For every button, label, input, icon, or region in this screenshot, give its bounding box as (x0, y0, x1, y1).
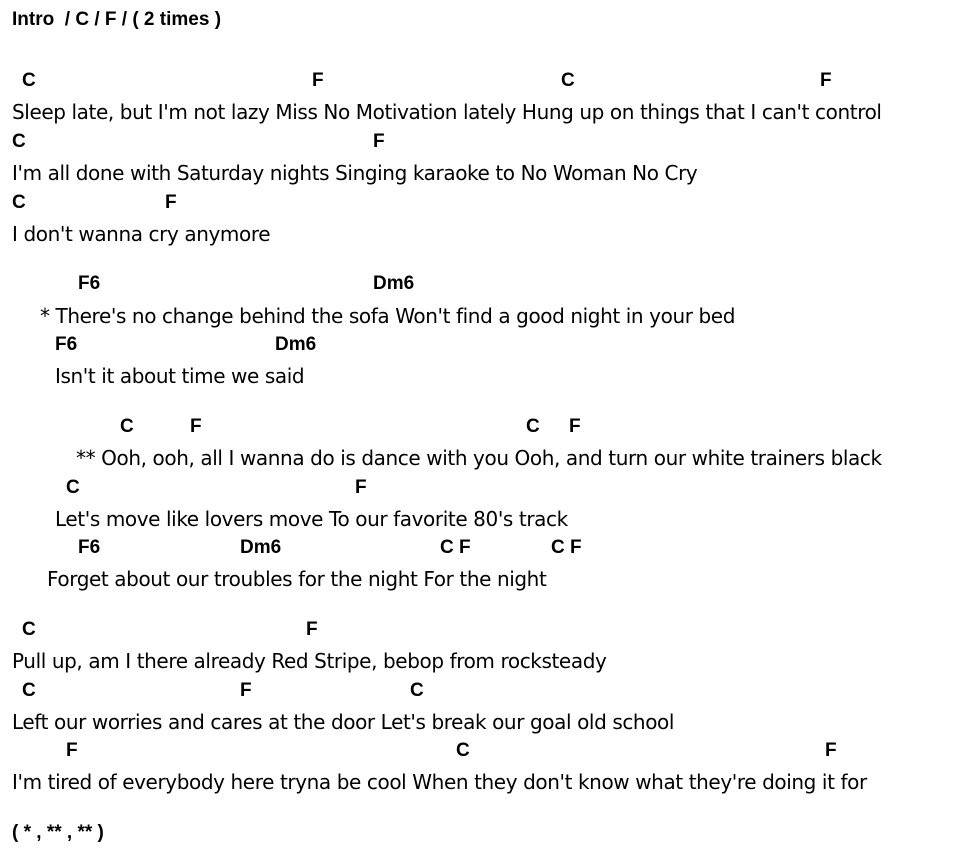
chord: C (456, 740, 470, 761)
chord: C (22, 70, 36, 91)
chord: F6 (78, 537, 101, 558)
chord: F6 (78, 273, 101, 294)
lyric-line: Left our worries and cares at the door Let's break our goal old school (12, 710, 675, 734)
chord: C (526, 416, 540, 437)
chord: F (66, 740, 78, 761)
chord: F (373, 131, 385, 152)
chord: F (820, 70, 832, 91)
chord: C (410, 680, 424, 701)
chord: F (312, 70, 324, 91)
chord: Dm6 (240, 537, 282, 558)
lyric-line: Let's move like lovers move To our favorite 80's track (55, 507, 568, 531)
lyric-line: I'm all done with Saturday nights Singing karaoke to No Woman No Cry (12, 161, 698, 185)
lyric-line: * There's no change behind the sofa Won't find a good night in your bed (40, 304, 735, 328)
lyric-line: Isn't it about time we said (55, 364, 305, 388)
chord: C (12, 192, 26, 213)
lyric-line: Forget about our troubles for the night For the night (47, 567, 547, 591)
chord: C (561, 70, 575, 91)
chord: Dm6 (373, 273, 415, 294)
chord: F (825, 740, 837, 761)
chord: C (22, 619, 36, 640)
chord: Dm6 (275, 334, 317, 355)
chord: C F (440, 537, 471, 558)
chord: C (120, 416, 134, 437)
chord: F6 (55, 334, 78, 355)
outro-line: ( * , ** , ** ) (12, 822, 104, 843)
chord: F (355, 477, 367, 498)
chord: F (569, 416, 581, 437)
lyric-line: Sleep late, but I'm not lazy Miss No Motivation lately Hung up on things that I can't control (12, 100, 882, 124)
chord: F (240, 680, 252, 701)
chord: F (165, 192, 177, 213)
lyric-line: ** Ooh, ooh, all I wanna do is dance with you Ooh, and turn our white trainers black (76, 446, 882, 470)
lyric-line: I don't wanna cry anymore (12, 222, 271, 246)
chord: F (306, 619, 318, 640)
chord: F (190, 416, 202, 437)
chord: C F (551, 537, 582, 558)
intro-line: Intro / C / F / ( 2 times ) (12, 9, 222, 30)
chord: C (22, 680, 36, 701)
chord: C (66, 477, 80, 498)
chord: C (12, 131, 26, 152)
lyric-line: I'm tired of everybody here tryna be cool When they don't know what they're doing it for (12, 770, 867, 794)
lyric-line: Pull up, am I there already Red Stripe, bebop from rocksteady (12, 649, 607, 673)
